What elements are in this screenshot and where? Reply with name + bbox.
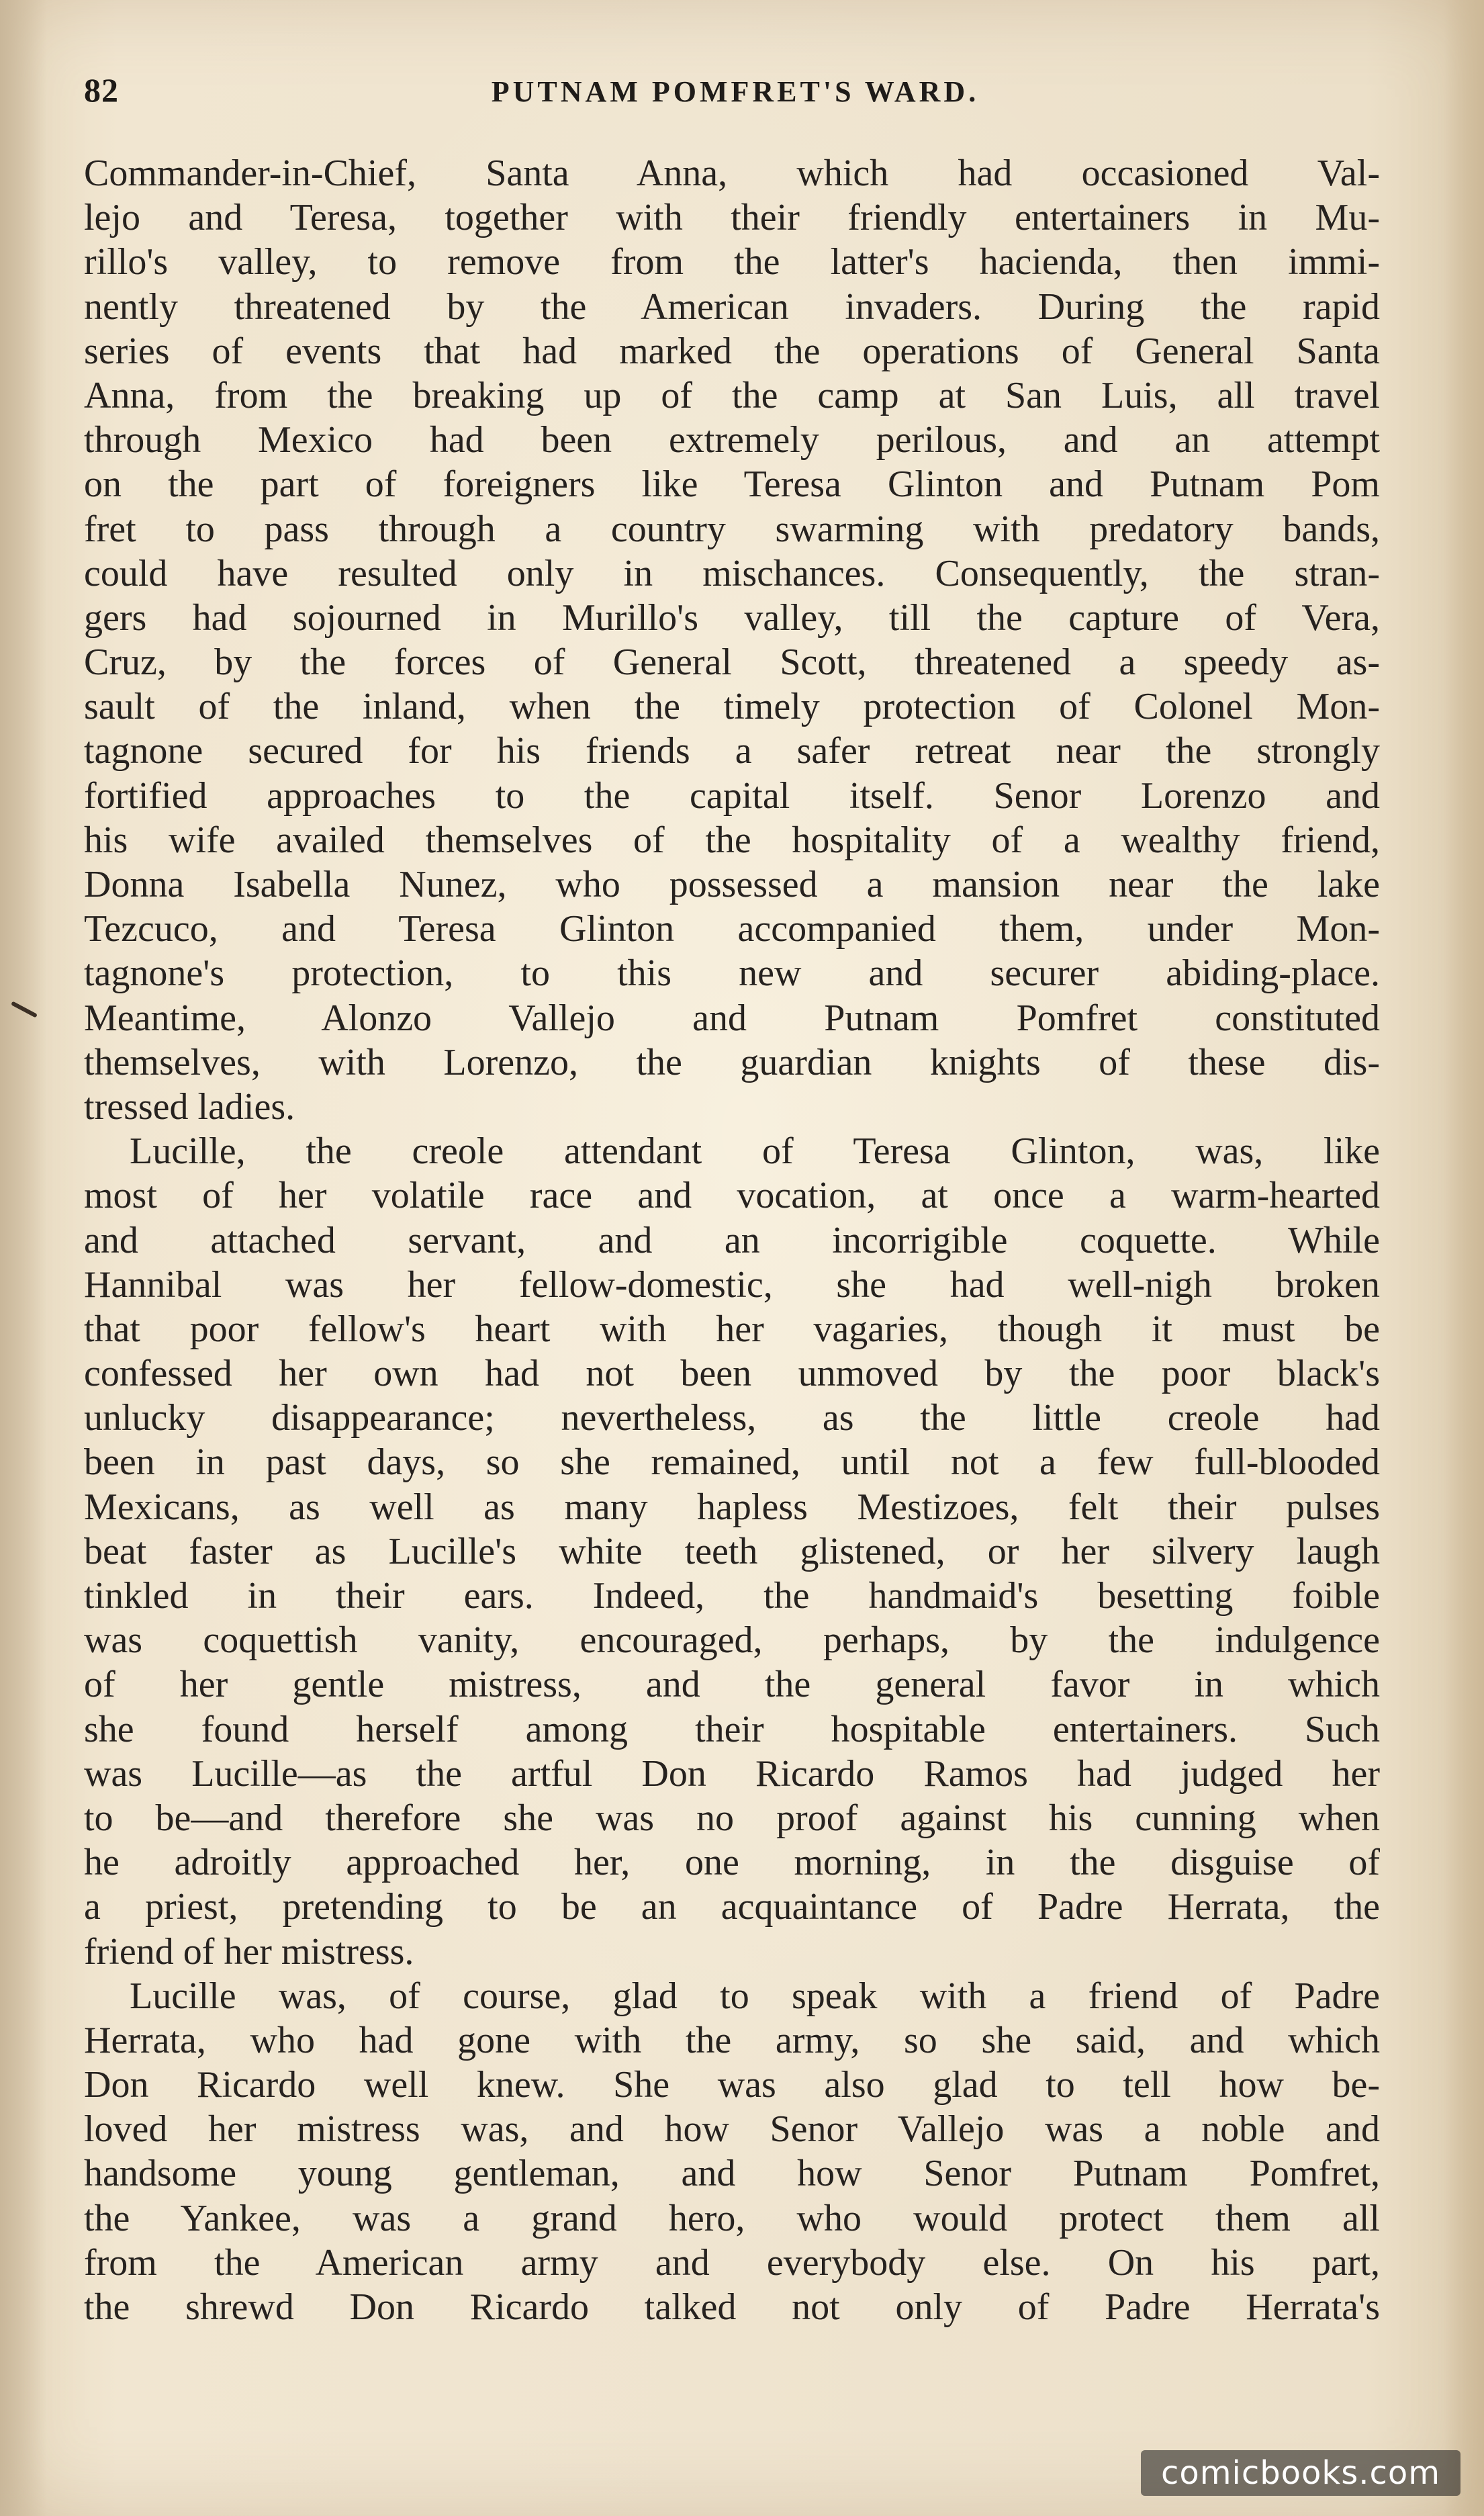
text-line: fret to pass through a country swarming with predatory bands, (84, 508, 1380, 550)
page-number: 82 (84, 71, 119, 109)
text-line: Donna Isabella Nunez, who possessed a mansion near the lake (84, 864, 1380, 905)
text-line: Commander-in-Chief, Santa Anna, which had occasioned Val- (84, 152, 1380, 194)
text-line: that poor fellow's heart with her vagaries, though it must be (84, 1308, 1380, 1350)
text-line: Herrata, who had gone with the army, so she said, and which (84, 2019, 1380, 2061)
text-line: friend of her mistress. (84, 1930, 414, 1973)
text-line: to be—and therefore she was no proof against his cunning when (84, 1797, 1380, 1839)
text-line: tressed ladies. (84, 1085, 295, 1128)
text-line: sault of the inland, when the timely protection of Colonel Mon- (84, 686, 1380, 728)
text-line: Cruz, by the forces of General Scott, threatened a speedy as- (84, 641, 1380, 684)
text-line: a priest, pretending to be an acquaintance of Padre Herrata, the (84, 1886, 1380, 1928)
text-line: handsome young gentleman, and how Senor Putnam Pomfret, (84, 2153, 1380, 2195)
text-line: from the American army and everybody else. On his part, (84, 2241, 1380, 2284)
text-line: been in past days, so she remained, until not a few full-blooded (84, 1441, 1380, 1484)
text-line: rillo's valley, to remove from the latter's hacienda, then immi- (84, 241, 1380, 283)
text-line: tagnone secured for his friends a safer retreat near the strongly (84, 730, 1380, 772)
text-line: beat faster as Lucille's white teeth glistened, or her silvery laugh (84, 1530, 1380, 1572)
page-edge-shadow-right (1444, 0, 1484, 2516)
text-line: series of events that had marked the operations of General Santa (84, 330, 1380, 372)
text-line: fortified approaches to the capital itself. Senor Lorenzo and (84, 774, 1380, 817)
text-line: unlucky disappearance; nevertheless, as the little creole had (84, 1397, 1380, 1439)
page-header (84, 71, 1387, 118)
paragraph-start-line: Lucille was, of course, glad to speak with a friend of Padre (130, 1975, 1380, 2017)
text-line: tagnone's protection, to this new and securer abiding-place. (84, 952, 1380, 995)
text-line: most of her volatile race and vocation, at once a warm-hearted (84, 1175, 1380, 1217)
text-line: was coquettish vanity, encouraged, perhaps, by the indulgence (84, 1619, 1380, 1662)
text-line: on the part of foreigners like Teresa Glinton and Putnam Pom (84, 463, 1380, 506)
text-line: and attached servant, and an incorrigible coquette. While (84, 1219, 1380, 1261)
paragraph-start-line: Lucille, the creole attendant of Teresa Glinton, was, like (130, 1130, 1380, 1173)
text-line: Anna, from the breaking up of the camp at San Luis, all travel (84, 374, 1380, 416)
text-line: lejo and Teresa, together with their friendly entertainers in Mu- (84, 197, 1380, 239)
page-edge-shadow-left (0, 0, 47, 2516)
text-line: Meantime, Alonzo Vallejo and Putnam Pomfret constituted (84, 997, 1380, 1039)
text-line: Don Ricardo well knew. She was also glad to tell how be- (84, 2064, 1380, 2106)
text-line: she found herself among their hospitable entertainers. Such (84, 1708, 1380, 1750)
text-line: was Lucille—as the artful Don Ricardo Ramos had judged her (84, 1752, 1380, 1795)
text-line: Tezcuco, and Teresa Glinton accompanied them, under Mon- (84, 908, 1380, 950)
text-line: the Yankee, was a grand hero, who would protect them all (84, 2197, 1380, 2239)
text-line: could have resulted only in mischances. Consequently, the stran- (84, 552, 1380, 594)
text-line: confessed her own had not been unmoved by the poor black's (84, 1353, 1380, 1395)
text-line: gers had sojourned in Murillo's valley, till the capture of Vera, (84, 596, 1380, 639)
text-line: Mexicans, as well as many hapless Mestizoes, felt their pulses (84, 1486, 1380, 1528)
running-head: PUTNAM POMFRET'S WARD. (491, 75, 980, 108)
body-text (84, 151, 1380, 2329)
text-line: loved her mistress was, and how Senor Vallejo was a noble and (84, 2108, 1380, 2151)
text-line: of her gentle mistress, and the general favor in which (84, 1664, 1380, 1706)
text-line: his wife availed themselves of the hospitality of a wealthy friend, (84, 819, 1380, 861)
text-line: tinkled in their ears. Indeed, the handmaid's besetting foible (84, 1575, 1380, 1617)
text-line: themselves, with Lorenzo, the guardian knights of these dis- (84, 1041, 1380, 1083)
watermark: comicbooks.com (1141, 2450, 1460, 2496)
text-line: through Mexico had been extremely perilous, and an attempt (84, 419, 1380, 461)
text-line: Hannibal was her fellow-domestic, she had well-nigh broken (84, 1263, 1380, 1306)
text-line: nently threatened by the American invaders. During the rapid (84, 285, 1380, 328)
text-line: he adroitly approached her, one morning, in the disguise of (84, 1842, 1380, 1884)
text-line: the shrewd Don Ricardo talked not only of Padre Herrata's (84, 2286, 1380, 2328)
